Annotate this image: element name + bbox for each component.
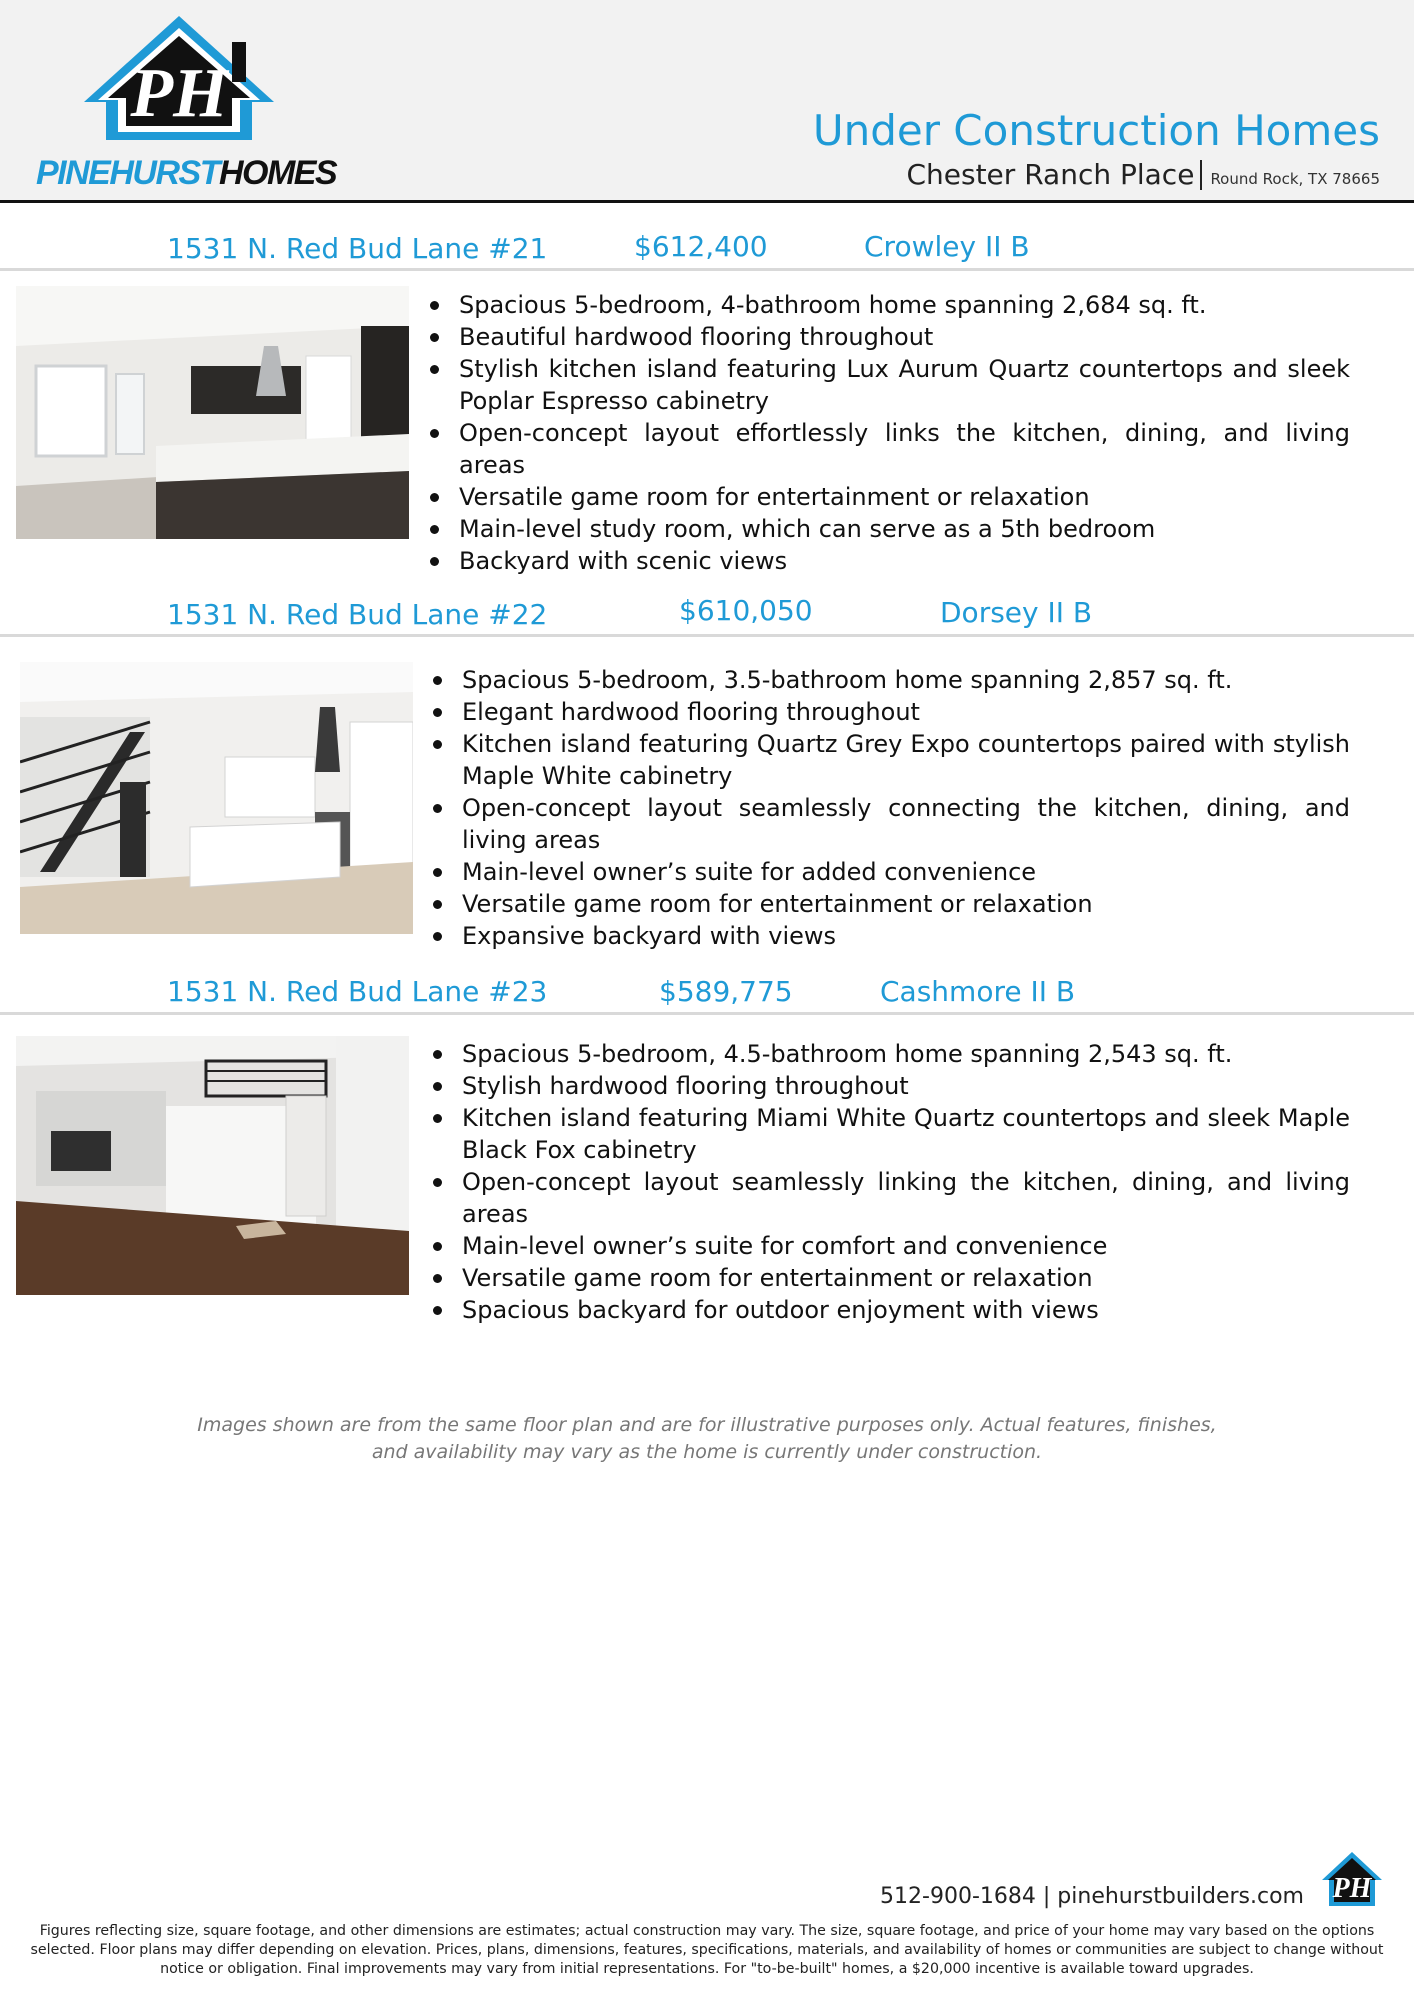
feature-list <box>426 289 1350 577</box>
community-location: Round Rock, TX 78665 <box>1210 170 1380 188</box>
svg-text:PH: PH <box>130 55 228 132</box>
divider <box>0 634 1414 637</box>
divider <box>0 268 1414 271</box>
feature-list <box>429 664 1350 952</box>
feature-list <box>429 1038 1350 1326</box>
list-item: Spacious backyard for outdoor enjoyment with views <box>429 1294 1350 1326</box>
community-line <box>906 158 1380 191</box>
list-item: Open-concept layout seamlessly connecting the kitchen, dining, and living areas <box>429 792 1350 856</box>
list-item: Open-concept layout effortlessly links the kitchen, dining, and living areas <box>426 417 1350 481</box>
listing-price: $589,775 <box>659 975 793 1008</box>
listing-price: $612,400 <box>634 230 768 263</box>
listing-plan: Cashmore II B <box>880 975 1076 1008</box>
list-item: Spacious 5-bedroom, 4.5-bathroom home spanning 2,543 sq. ft. <box>429 1038 1350 1070</box>
list-item: Kitchen island featuring Quartz Grey Expo countertops paired with stylish Maple White cabinetry <box>429 728 1350 792</box>
list-item: Stylish kitchen island featuring Lux Aurum Quartz countertops and sleek Poplar Espresso cabinetry <box>426 353 1350 417</box>
list-item: Versatile game room for entertainment or relaxation <box>429 888 1350 920</box>
brand-wordmark: PINEHURSTHOMES <box>36 154 337 192</box>
kitchen-stair-photo-icon <box>20 662 413 934</box>
listing-header-21 <box>0 232 1414 272</box>
list-item: Open-concept layout seamlessly linking the kitchen, dining, and living areas <box>429 1166 1350 1230</box>
list-item: Versatile game room for entertainment or relaxation <box>429 1262 1350 1294</box>
living-room-photo-icon <box>16 1036 409 1295</box>
list-item: Main-level owner’s suite for added convenience <box>429 856 1350 888</box>
contact-line[interactable]: 512-900-1684 | pinehurstbuilders.com <box>880 1884 1304 1909</box>
page-title: Under Construction Homes <box>812 106 1380 155</box>
list-item: Main-level study room, which can serve as a 5th bedroom <box>426 513 1350 545</box>
list-item: Expansive backyard with views <box>429 920 1350 952</box>
divider <box>0 1012 1414 1015</box>
page-header <box>0 0 1414 203</box>
list-item: Main-level owner’s suite for comfort and convenience <box>429 1230 1350 1262</box>
listing-plan: Dorsey II B <box>940 596 1093 629</box>
list-item: Spacious 5-bedroom, 3.5-bathroom home spanning 2,857 sq. ft. <box>429 664 1350 696</box>
list-item: Backyard with scenic views <box>426 545 1350 577</box>
list-item: Stylish hardwood flooring throughout <box>429 1070 1350 1102</box>
listing-plan: Crowley II B <box>864 230 1030 263</box>
listing-header-22 <box>0 594 1414 638</box>
pinehurst-house-logo-icon <box>1318 1850 1386 1912</box>
list-item: Elegant hardwood flooring throughout <box>429 696 1350 728</box>
list-item: Kitchen island featuring Miami White Quartz countertops and sleek Maple Black Fox cabinetry <box>429 1102 1350 1166</box>
listing-header-23 <box>0 975 1414 1015</box>
legal-fine-print: Figures reflecting size, square footage, and other dimensions are estimates; actual construction may vary. The size, square footage, and price of your home may vary based on the options selected. Floor plans may differ depending on elevation. Prices, plans, dimensions, features, specifications, materials, and availability of homes or communities are subject to change without notice or obligation. Final improvements may vary from initial representations. For "to-be-built" homes, a $20,000 incentive is available toward upgrades. <box>30 1923 1384 1977</box>
list-item: Beautiful hardwood flooring throughout <box>426 321 1350 353</box>
svg-text:PH: PH <box>1332 1873 1372 1904</box>
listing-address: 1531 N. Red Bud Lane #22 <box>167 598 548 631</box>
kitchen-photo-icon <box>16 286 409 539</box>
list-item: Spacious 5-bedroom, 4-bathroom home spanning 2,684 sq. ft. <box>426 289 1350 321</box>
divider <box>1200 160 1202 190</box>
community-name: Chester Ranch Place <box>906 158 1195 191</box>
listing-price: $610,050 <box>679 594 813 627</box>
image-disclaimer: Images shown are from the same floor plan and are for illustrative purposes only. Actual features, finishes, and availability may vary as the home is currently under construction. <box>197 1414 1217 1463</box>
list-item: Versatile game room for entertainment or relaxation <box>426 481 1350 513</box>
listing-address: 1531 N. Red Bud Lane #21 <box>167 232 548 265</box>
listing-address: 1531 N. Red Bud Lane #23 <box>167 975 548 1008</box>
